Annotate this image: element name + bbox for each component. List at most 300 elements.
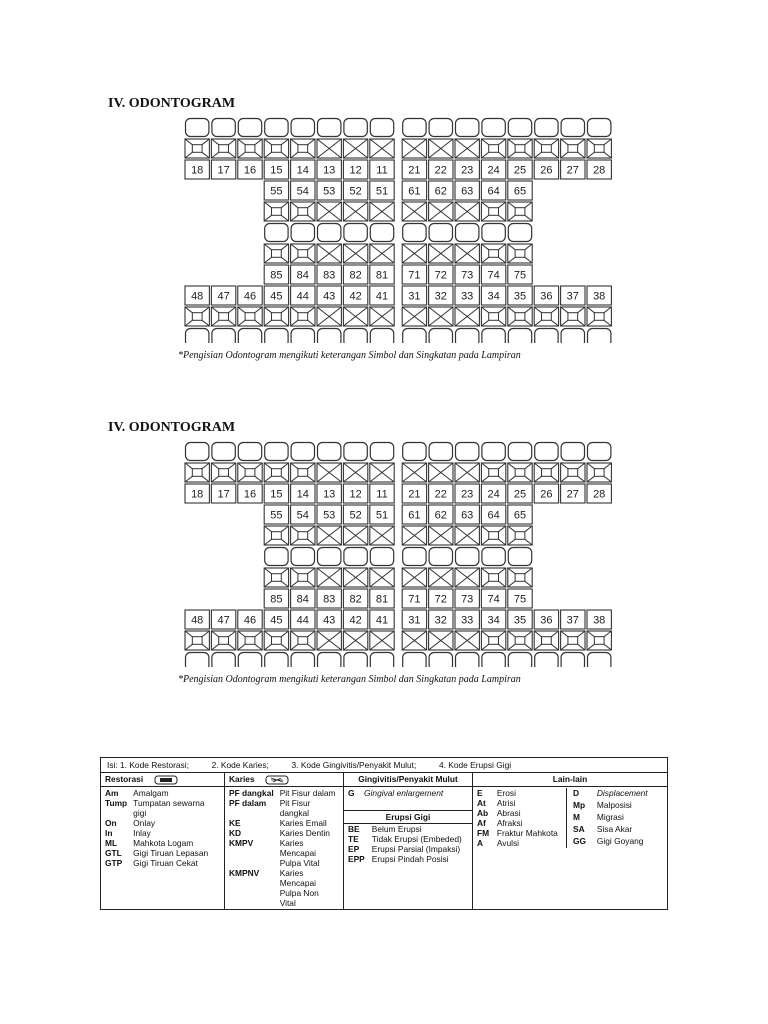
legend-code: Mp xyxy=(573,799,586,810)
legend-code: PF dangkal xyxy=(229,787,274,798)
tooth-crown-outline xyxy=(508,443,531,461)
tooth-surface-diagram xyxy=(561,463,585,482)
tooth-surface-diagram xyxy=(561,307,585,326)
tooth-number: 33 xyxy=(461,614,474,627)
legend-code: M xyxy=(573,811,580,822)
tooth-crown-outline xyxy=(186,119,209,137)
tooth-surface-diagram xyxy=(455,244,479,263)
tooth-surface-diagram xyxy=(211,139,235,158)
tooth-number: 18 xyxy=(191,488,204,501)
tooth-crown-outline xyxy=(291,119,314,137)
tooth-surface-diagram xyxy=(343,526,367,545)
tooth-number: 62 xyxy=(434,509,447,522)
tooth-number: 17 xyxy=(217,164,230,177)
tooth-number: 74 xyxy=(487,593,500,606)
tooth-crown-outline xyxy=(238,119,261,137)
tooth-crown-outline xyxy=(212,653,235,668)
tooth-surface-diagram xyxy=(264,307,288,326)
tooth-surface-diagram xyxy=(370,139,394,158)
tooth-number: 61 xyxy=(408,185,421,198)
tooth-number: 22 xyxy=(434,488,447,501)
legend-description: Erupsi Pindah Posisi xyxy=(371,853,449,864)
tooth-number: 62 xyxy=(434,185,447,198)
tooth-number: 37 xyxy=(566,290,579,303)
tooth-surface-diagram xyxy=(185,307,209,326)
legend-body-row xyxy=(101,786,668,909)
restorasi-code-list xyxy=(105,788,220,868)
tooth-surface-diagram xyxy=(481,568,505,587)
legend-code-row xyxy=(105,828,220,838)
legend-description: Inlay xyxy=(133,827,151,838)
legend-description: Gingival enlargement xyxy=(364,787,444,798)
tooth-number: 44 xyxy=(296,614,309,627)
legend-intro-gingivitis: 3. Kode Gingivitis/Penyakit Mulut; xyxy=(291,760,417,770)
tooth-number: 11 xyxy=(376,164,388,177)
tooth-number: 83 xyxy=(323,593,336,606)
tooth-number: 47 xyxy=(217,614,230,627)
tooth-crown-outline xyxy=(429,548,452,566)
legend-code: In xyxy=(105,827,113,838)
tooth-surface-diagram xyxy=(455,463,479,482)
tooth-surface-diagram xyxy=(238,463,262,482)
tooth-surface-diagram xyxy=(317,139,341,158)
tooth-crown-outline xyxy=(482,548,505,566)
tooth-crown-outline xyxy=(561,329,584,344)
tooth-surface-diagram xyxy=(429,526,453,545)
tooth-surface-diagram xyxy=(402,244,426,263)
tooth-number: 52 xyxy=(349,509,362,522)
tooth-number: 51 xyxy=(375,509,389,522)
tooth-number: 33 xyxy=(461,290,474,303)
tooth-surface-diagram xyxy=(343,568,367,587)
tooth-crown-outline xyxy=(561,119,584,137)
legend-code-row xyxy=(229,838,339,868)
tooth-surface-diagram xyxy=(455,202,479,221)
legend-description: Abrasi xyxy=(496,807,521,818)
tooth-crown-outline xyxy=(403,548,426,566)
tooth-number: 55 xyxy=(270,509,283,522)
tooth-crown-outline xyxy=(344,653,367,668)
tooth-surface-diagram xyxy=(370,202,394,221)
tooth-surface-diagram xyxy=(508,202,532,221)
tooth-number: 46 xyxy=(243,290,257,303)
tooth-number: 15 xyxy=(270,164,283,177)
legend-description: Avulsi xyxy=(496,837,520,848)
tooth-number: 12 xyxy=(349,488,362,501)
tooth-surface-diagram xyxy=(587,631,611,650)
legend-code: EP xyxy=(348,843,360,854)
tooth-number: 72 xyxy=(434,269,447,282)
tooth-crown-outline xyxy=(482,119,505,137)
tooth-surface-diagram xyxy=(370,307,394,326)
tooth-surface-diagram xyxy=(455,568,479,587)
legend-description: Karies Email xyxy=(279,817,327,828)
legend-code-row xyxy=(105,838,220,848)
tooth-surface-diagram xyxy=(185,463,209,482)
legend-code-row xyxy=(348,844,468,854)
tooth-number: 34 xyxy=(487,614,500,627)
legend-description: Fraktur Mahkota xyxy=(496,827,558,838)
tooth-surface-diagram xyxy=(370,631,394,650)
legend-description: Karies Mencapai Pulpa Vital xyxy=(279,837,320,868)
tooth-surface-diagram xyxy=(370,526,394,545)
tooth-number: 16 xyxy=(243,488,257,501)
tooth-surface-diagram xyxy=(264,526,288,545)
tooth-number: 38 xyxy=(593,614,606,627)
tooth-surface-diagram xyxy=(238,631,262,650)
tooth-number: 54 xyxy=(296,509,309,522)
tooth-surface-diagram xyxy=(429,307,453,326)
tooth-surface-diagram xyxy=(211,463,235,482)
tooth-crown-outline xyxy=(238,329,261,344)
tooth-surface-diagram xyxy=(238,307,262,326)
legend-code-row xyxy=(105,848,220,858)
odontogram-chart-1 xyxy=(184,117,618,343)
legend-description: Displacement xyxy=(596,787,648,798)
section-title-odontogram-1: IV. ODONTOGRAM xyxy=(108,96,236,111)
tooth-surface-diagram xyxy=(343,244,367,263)
tooth-surface-diagram xyxy=(185,631,209,650)
legend-code: TE xyxy=(348,833,359,844)
tooth-crown-outline xyxy=(508,548,531,566)
odontogram-note-1: *Pengisian Odontogram mengikuti keterangan Simbol dan Singkatan pada Lampiran xyxy=(178,350,521,361)
legend-table xyxy=(100,757,668,910)
tooth-crown-outline xyxy=(291,548,314,566)
legend-code: KD xyxy=(229,827,242,838)
legend-code: BE xyxy=(348,823,360,834)
legend-code-row xyxy=(573,812,663,824)
tooth-number: 36 xyxy=(540,614,553,627)
tooth-crown-outline xyxy=(370,119,393,137)
tooth-surface-diagram xyxy=(343,139,367,158)
tooth-crown-outline xyxy=(344,443,367,461)
legend-code: E xyxy=(477,787,483,798)
tooth-crown-outline xyxy=(456,443,479,461)
legend-description: Tumpatan sewarna gigi xyxy=(133,797,205,818)
header-restorasi: Restorasi xyxy=(105,774,144,784)
header-gingivitis: Gingivitis/Penyakit Mulut xyxy=(358,774,458,784)
tooth-crown-outline xyxy=(588,329,611,344)
tooth-surface-diagram xyxy=(508,139,532,158)
tooth-surface-diagram xyxy=(291,139,315,158)
tooth-crown-outline xyxy=(370,653,393,668)
tooth-number: 43 xyxy=(323,290,336,303)
tooth-crown-outline xyxy=(508,224,531,242)
tooth-number: 72 xyxy=(434,593,447,606)
tooth-surface-diagram xyxy=(561,631,585,650)
tooth-crown-outline xyxy=(238,443,261,461)
tooth-crown-outline xyxy=(344,548,367,566)
tooth-surface-diagram xyxy=(508,568,532,587)
tooth-crown-outline xyxy=(561,443,584,461)
tooth-number: 81 xyxy=(375,269,389,282)
tooth-number: 55 xyxy=(270,185,283,198)
header-karies: Karies xyxy=(229,774,255,784)
legend-header-row xyxy=(101,773,668,787)
legend-code-row xyxy=(348,824,468,834)
tooth-number: 85 xyxy=(270,269,283,282)
tooth-surface-diagram xyxy=(291,463,315,482)
tooth-surface-diagram xyxy=(264,631,288,650)
legend-description: Pit Fisur dalam xyxy=(279,787,336,798)
tooth-number: 27 xyxy=(566,488,579,501)
tooth-number: 53 xyxy=(323,509,336,522)
legend-code: Ab xyxy=(477,807,489,818)
tooth-number: 14 xyxy=(296,164,309,177)
legend-code-row xyxy=(573,836,663,848)
tooth-number: 12 xyxy=(349,164,362,177)
tooth-number: 13 xyxy=(323,488,336,501)
tooth-surface-diagram xyxy=(508,526,532,545)
legend-code-row xyxy=(229,798,339,818)
legend-code-row xyxy=(477,838,567,848)
tooth-surface-diagram xyxy=(211,307,235,326)
legend-description: Migrasi xyxy=(596,811,624,822)
tooth-crown-outline xyxy=(265,443,288,461)
tooth-crown-outline xyxy=(482,443,505,461)
legend-code: A xyxy=(477,837,484,848)
legend-code-row xyxy=(477,828,567,838)
tooth-surface-diagram xyxy=(402,568,426,587)
tooth-number: 31 xyxy=(408,290,421,303)
tooth-crown-outline xyxy=(456,119,479,137)
tooth-crown-outline xyxy=(403,653,426,668)
tooth-number: 44 xyxy=(296,290,309,303)
tooth-surface-diagram xyxy=(264,244,288,263)
tooth-surface-diagram xyxy=(343,307,367,326)
tooth-crown-outline xyxy=(291,224,314,242)
tooth-number: 45 xyxy=(270,290,283,303)
tooth-crown-outline xyxy=(403,119,426,137)
odontogram-note-2: *Pengisian Odontogram mengikuti keterangan Simbol dan Singkatan pada Lampiran xyxy=(178,674,521,685)
tooth-crown-outline xyxy=(291,329,314,344)
tooth-surface-diagram xyxy=(429,202,453,221)
tooth-crown-outline xyxy=(561,653,584,668)
legend-code-row xyxy=(105,798,220,818)
legend-description: Gigi Tiruan Lepasan xyxy=(133,847,209,858)
legend-description: Gigi Goyang xyxy=(596,835,644,846)
tooth-number: 24 xyxy=(487,488,500,501)
legend-code: GTP xyxy=(105,857,123,868)
tooth-number: 13 xyxy=(323,164,336,177)
tooth-number: 35 xyxy=(513,614,527,627)
tooth-crown-outline xyxy=(403,329,426,344)
tooth-number: 63 xyxy=(461,509,474,522)
tooth-crown-outline xyxy=(318,653,341,668)
legend-code: Af xyxy=(477,817,486,828)
tooth-surface-diagram xyxy=(264,568,288,587)
tooth-number: 32 xyxy=(434,614,447,627)
tooth-number: 21 xyxy=(408,164,421,177)
tooth-crown-outline xyxy=(370,548,393,566)
tooth-surface-diagram xyxy=(508,244,532,263)
tooth-surface-diagram xyxy=(481,307,505,326)
tooth-surface-diagram xyxy=(370,568,394,587)
tooth-surface-diagram xyxy=(317,307,341,326)
legend-description: Atrisi xyxy=(496,797,516,808)
tooth-surface-diagram xyxy=(291,526,315,545)
tooth-surface-diagram xyxy=(534,631,558,650)
tooth-number: 75 xyxy=(513,593,527,606)
legend-description: Tidak Erupsi (Embeded) xyxy=(371,833,462,844)
erupsi-subheader: Erupsi Gigi xyxy=(344,810,472,824)
tooth-surface-diagram xyxy=(587,307,611,326)
legend-code-row xyxy=(573,788,663,800)
tooth-number: 38 xyxy=(593,290,606,303)
tooth-crown-outline xyxy=(186,443,209,461)
tooth-number: 85 xyxy=(270,593,283,606)
tooth-crown-outline xyxy=(535,443,558,461)
tooth-number: 83 xyxy=(323,269,336,282)
tooth-crown-outline xyxy=(238,653,261,668)
tooth-crown-outline xyxy=(265,548,288,566)
restoration-tooth-icon xyxy=(154,775,178,785)
tooth-surface-diagram xyxy=(185,139,209,158)
legend-code: Am xyxy=(105,787,119,798)
tooth-crown-outline xyxy=(344,224,367,242)
tooth-crown-outline xyxy=(186,329,209,344)
erupsi-code-list xyxy=(348,824,468,864)
legend-code-row xyxy=(105,858,220,868)
tooth-number: 45 xyxy=(270,614,283,627)
tooth-number: 42 xyxy=(349,290,362,303)
tooth-surface-diagram xyxy=(370,463,394,482)
tooth-number: 48 xyxy=(191,290,204,303)
tooth-number: 16 xyxy=(243,164,257,177)
tooth-crown-outline xyxy=(318,119,341,137)
tooth-number: 18 xyxy=(191,164,204,177)
tooth-surface-diagram xyxy=(317,526,341,545)
tooth-crown-outline xyxy=(318,443,341,461)
tooth-crown-outline xyxy=(429,119,452,137)
legend-code: KMPNV xyxy=(229,867,260,878)
legend-code-row xyxy=(229,818,339,828)
legend-description: Malposisi xyxy=(596,799,632,810)
tooth-number: 31 xyxy=(408,614,421,627)
tooth-number: 22 xyxy=(434,164,447,177)
tooth-surface-diagram xyxy=(481,202,505,221)
legend-code: D xyxy=(573,787,580,798)
tooth-number: 28 xyxy=(593,164,606,177)
tooth-crown-outline xyxy=(403,443,426,461)
legend-code-row xyxy=(477,818,567,828)
legend-code-row xyxy=(229,828,339,838)
tooth-surface-diagram xyxy=(429,568,453,587)
tooth-surface-diagram xyxy=(343,463,367,482)
tooth-number: 81 xyxy=(375,593,389,606)
tooth-surface-diagram xyxy=(211,631,235,650)
tooth-crown-outline xyxy=(370,224,393,242)
tooth-number: 27 xyxy=(566,164,579,177)
tooth-surface-diagram xyxy=(343,202,367,221)
tooth-surface-diagram xyxy=(370,244,394,263)
tooth-number: 34 xyxy=(487,290,500,303)
tooth-number: 25 xyxy=(513,488,527,501)
tooth-number: 71 xyxy=(408,269,421,282)
tooth-surface-diagram xyxy=(561,139,585,158)
legend-description: Erupsi Parsial (Impaksi) xyxy=(371,843,461,854)
tooth-number: 48 xyxy=(191,614,204,627)
tooth-surface-diagram xyxy=(429,463,453,482)
legend-code-row xyxy=(477,808,567,818)
tooth-crown-outline xyxy=(265,653,288,668)
tooth-crown-outline xyxy=(456,224,479,242)
tooth-surface-diagram xyxy=(481,463,505,482)
tooth-number: 64 xyxy=(487,509,500,522)
tooth-crown-outline xyxy=(370,443,393,461)
legend-intro-erupsi: 4. Kode Erupsi Gigi xyxy=(438,760,512,770)
tooth-number: 37 xyxy=(566,614,579,627)
tooth-surface-diagram xyxy=(429,139,453,158)
tooth-crown-outline xyxy=(344,119,367,137)
legend-description: Gigi Tiruan Cekat xyxy=(133,857,198,868)
tooth-crown-outline xyxy=(456,329,479,344)
tooth-surface-diagram xyxy=(264,139,288,158)
legend-description: Karies Mencapai Pulpa Non Vital xyxy=(279,867,319,908)
tooth-crown-outline xyxy=(212,443,235,461)
tooth-surface-diagram xyxy=(291,568,315,587)
legend-code-row xyxy=(573,824,663,836)
tooth-crown-outline xyxy=(318,329,341,344)
tooth-number: 42 xyxy=(349,614,362,627)
tooth-number: 36 xyxy=(540,290,553,303)
tooth-crown-outline xyxy=(535,119,558,137)
odontogram-chart-2 xyxy=(184,441,618,667)
tooth-number: 64 xyxy=(487,185,500,198)
tooth-surface-diagram xyxy=(264,202,288,221)
tooth-number: 46 xyxy=(243,614,257,627)
legend-description: Karies Dentin xyxy=(279,827,330,838)
tooth-crown-outline xyxy=(265,329,288,344)
legend-code: KMPV xyxy=(229,837,254,848)
tooth-crown-outline xyxy=(429,224,452,242)
tooth-crown-outline xyxy=(212,329,235,344)
tooth-number: 73 xyxy=(461,269,474,282)
legend-code-row xyxy=(105,818,220,828)
tooth-number: 51 xyxy=(375,185,389,198)
legend-description: Erosi xyxy=(496,787,516,798)
tooth-number: 15 xyxy=(270,488,283,501)
lain-lain-code-list-2 xyxy=(573,788,663,848)
tooth-number: 14 xyxy=(296,488,309,501)
caries-tooth-icon xyxy=(265,775,289,785)
tooth-crown-outline xyxy=(535,329,558,344)
legend-code-row xyxy=(477,788,567,798)
legend-code: ML xyxy=(105,837,118,848)
legend-code: Tump xyxy=(105,797,128,808)
tooth-crown-outline xyxy=(291,653,314,668)
tooth-number: 28 xyxy=(593,488,606,501)
tooth-surface-diagram xyxy=(534,307,558,326)
tooth-surface-diagram xyxy=(402,631,426,650)
legend-code-row xyxy=(348,854,468,864)
tooth-crown-outline xyxy=(291,443,314,461)
legend-code: PF dalam xyxy=(229,797,267,808)
tooth-number: 17 xyxy=(217,488,230,501)
tooth-crown-outline xyxy=(403,224,426,242)
tooth-number: 53 xyxy=(323,185,336,198)
tooth-surface-diagram xyxy=(455,631,479,650)
tooth-crown-outline xyxy=(212,119,235,137)
legend-description: Afraksi xyxy=(496,817,523,828)
legend-code-row xyxy=(477,798,567,808)
tooth-number: 71 xyxy=(408,593,421,606)
legend-code: EPP xyxy=(348,853,365,864)
tooth-crown-outline xyxy=(344,329,367,344)
tooth-number: 74 xyxy=(487,269,500,282)
tooth-crown-outline xyxy=(318,224,341,242)
tooth-number: 43 xyxy=(323,614,336,627)
